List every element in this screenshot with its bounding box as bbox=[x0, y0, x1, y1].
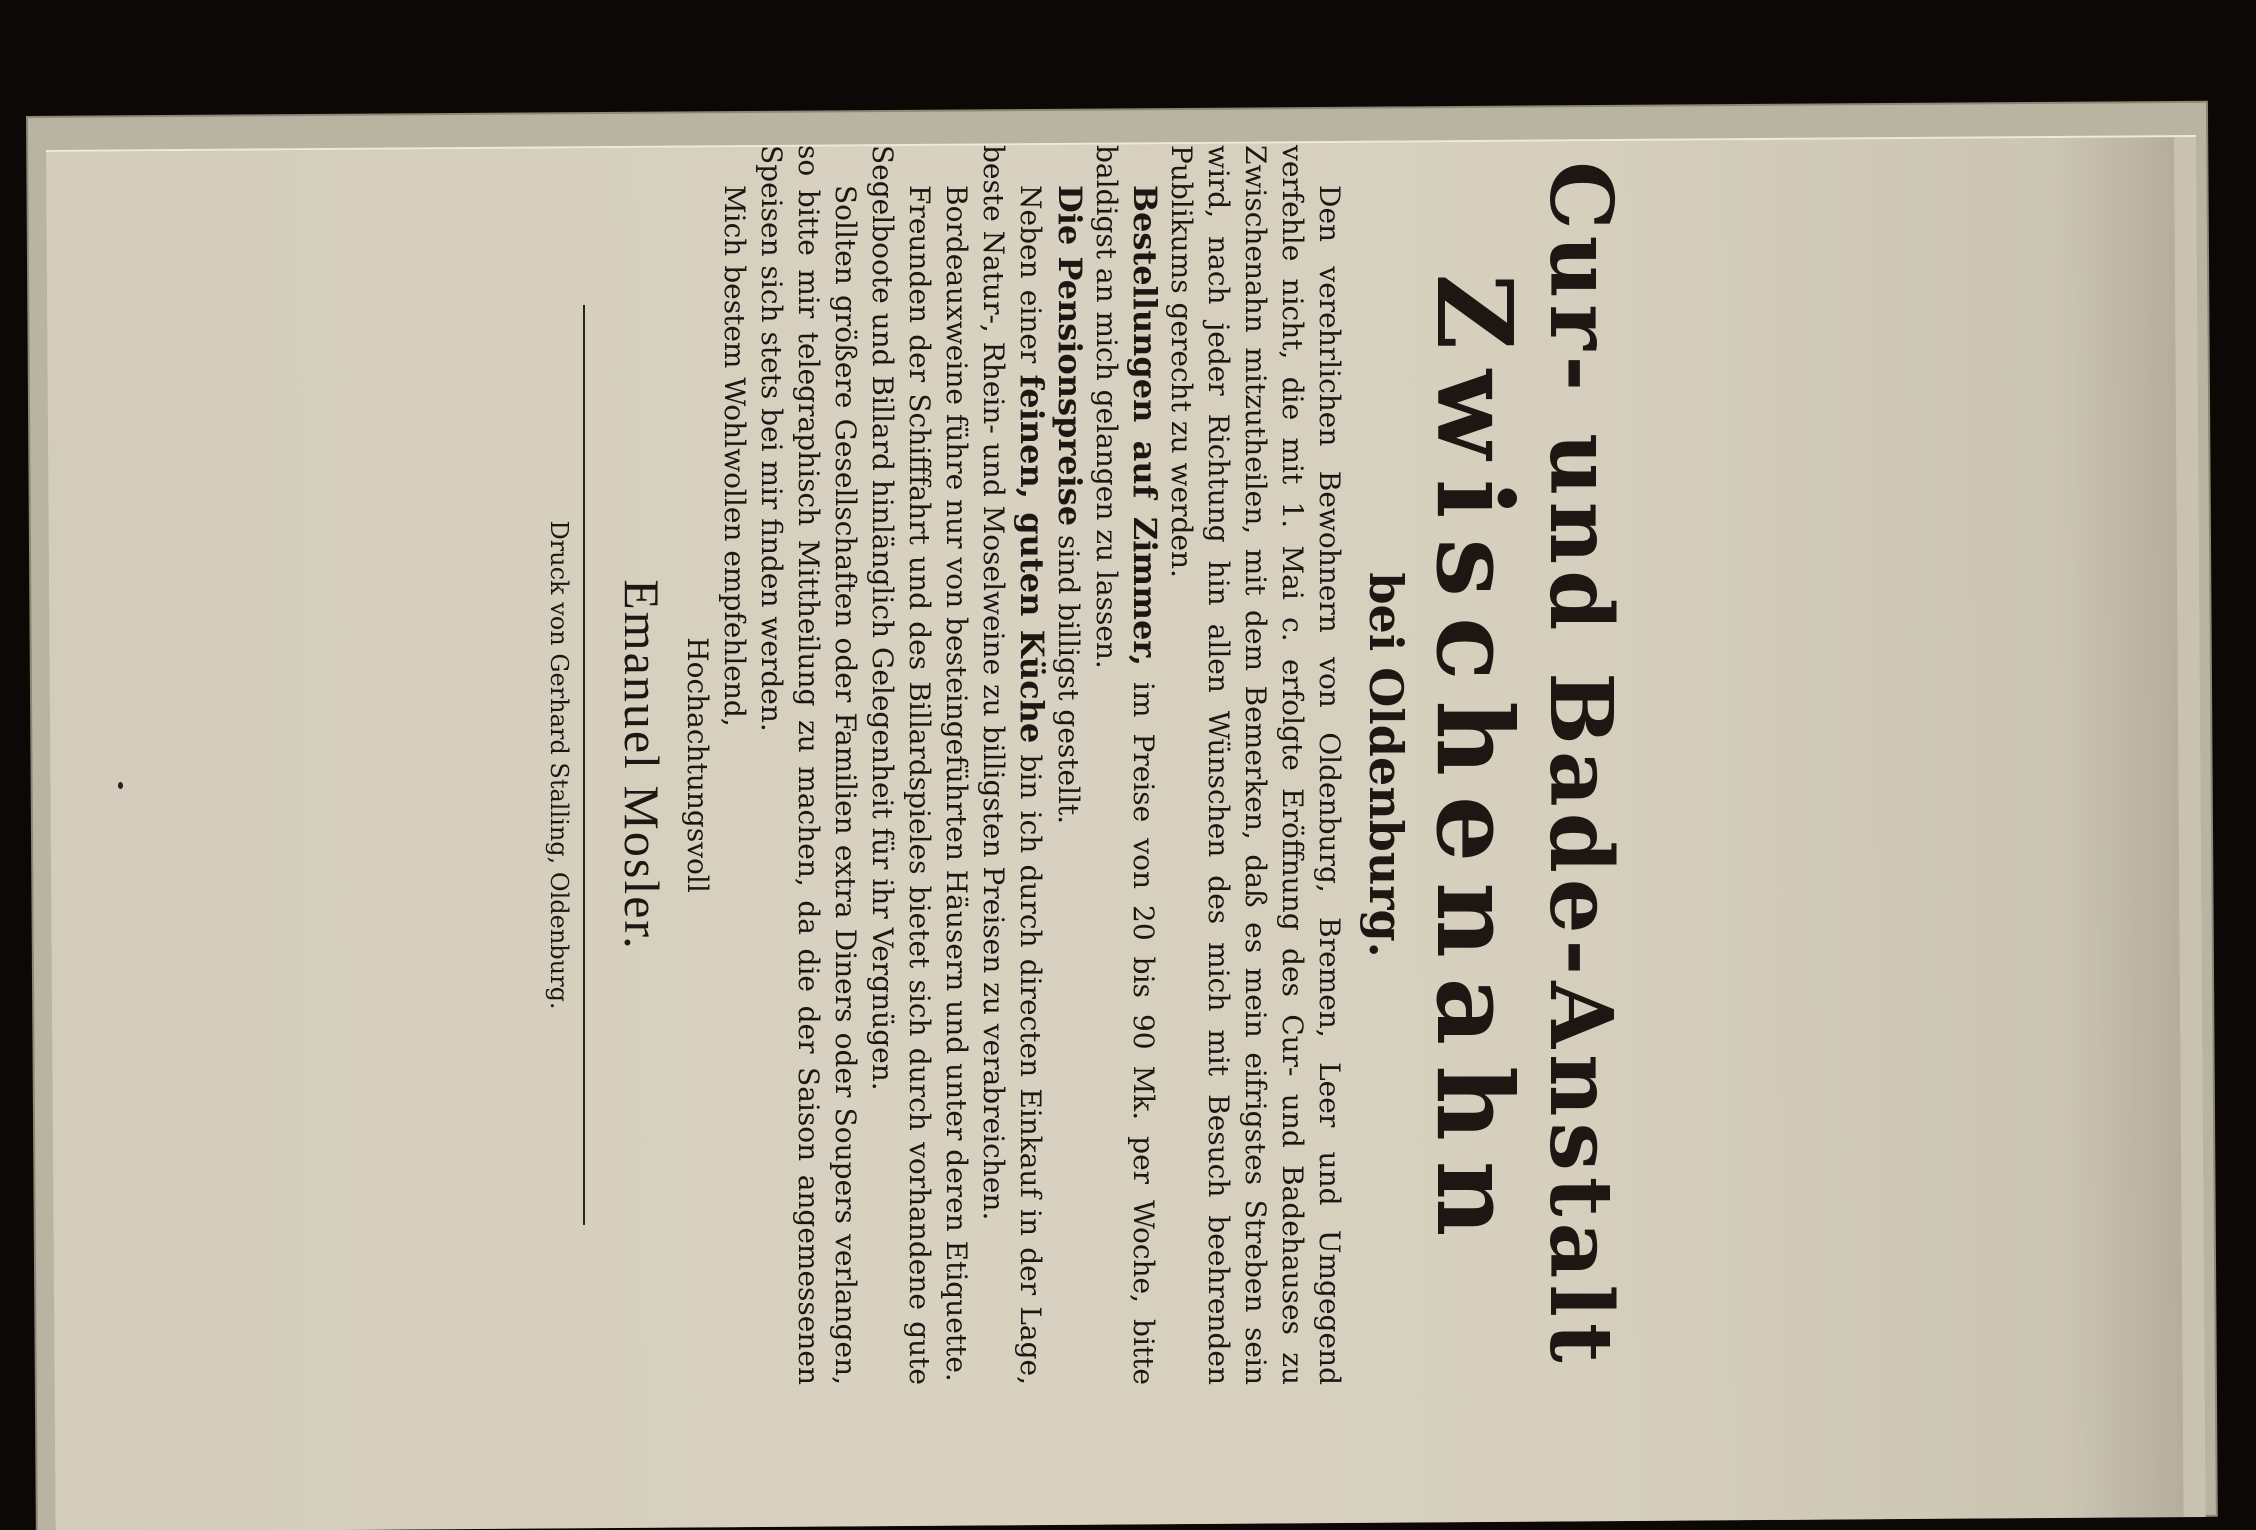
printer-imprint: Druck von Gerhard Stalling, Oldenburg. bbox=[545, 520, 573, 1010]
kitchen-text: bin ich durch directen Einkauf in der Lage, beste Natur-, Rhein- und Moselweine zu billigsten Preisen zu verabreichen. bbox=[977, 145, 1047, 1385]
page-content bbox=[545, 115, 1631, 1415]
paragraph-rooms bbox=[1088, 115, 1163, 1415]
heading-pension: Die Pensionspreise bbox=[1051, 185, 1089, 527]
paragraph-dinners: Sollten größere Gesellschaften oder Familien extra Diners oder Soupers verlangen, so bitte mir telegraphisch Mittheilung zu machen, da die der Saison angemessenen Speisen sich stets bei mir finden werden. bbox=[755, 145, 862, 1385]
paragraph-friends: Freunden der Schifffahrt und des Billardspieles bietet sich durch vorhandene gute Segelboote und Billard hinlänglich Gelegenheit für ihr Vergnügen. bbox=[866, 145, 936, 1385]
rooms-text: im Preise von 20 bis 90 Mk. per Woche, bitte baldigst an mich gelangen zu lassen. bbox=[1090, 145, 1160, 1385]
ink-spot bbox=[118, 782, 123, 789]
paragraph-announcement: Den verehrlichen Bewohnern von Oldenburg, Bremen, Leer und Umgegend verfehle nicht, die mit 1. Mai c. erfolgte Eröffnung des Cur- und Badehauses zu Zwischenahn mitzutheilen, mit dem Bemerken, daß es mein eifrigstes Streben sein wird, nach jeder Richtung hin allen Wünschen des mich mit Besuch beehrenden Publikums gerecht zu werden. bbox=[1165, 145, 1346, 1385]
title-line-1: Cur- und Bade-Anstalt bbox=[1530, 161, 1631, 1369]
signature: Emanuel Mosler. bbox=[614, 579, 670, 951]
paragraph-bordeaux: Bordeauxweine führe nur von besteingeführten Häusern und unter deren Etiquette. bbox=[940, 185, 973, 1382]
regards: Hochachtungsvoll bbox=[681, 637, 714, 893]
kitchen-bold: feinen, guten Küche bbox=[1013, 374, 1051, 744]
divider-rule bbox=[583, 305, 585, 1225]
paragraph-pension bbox=[1050, 115, 1088, 1415]
pension-text: sind billigst gestellt. bbox=[1052, 526, 1085, 825]
page-gutter-shadow bbox=[2054, 137, 2184, 1518]
heading-rooms: Bestellungen auf Zimmer, bbox=[1126, 185, 1164, 666]
closing-line: Mich bestem Wohlwollen empfehlend, bbox=[718, 185, 751, 727]
title-line-3: bei Oldenburg. bbox=[1359, 572, 1413, 958]
kitchen-intro: Neben einer bbox=[1014, 185, 1047, 375]
title-line-2: Zwischenahn bbox=[1413, 273, 1536, 1257]
paragraph-kitchen bbox=[975, 115, 1050, 1415]
